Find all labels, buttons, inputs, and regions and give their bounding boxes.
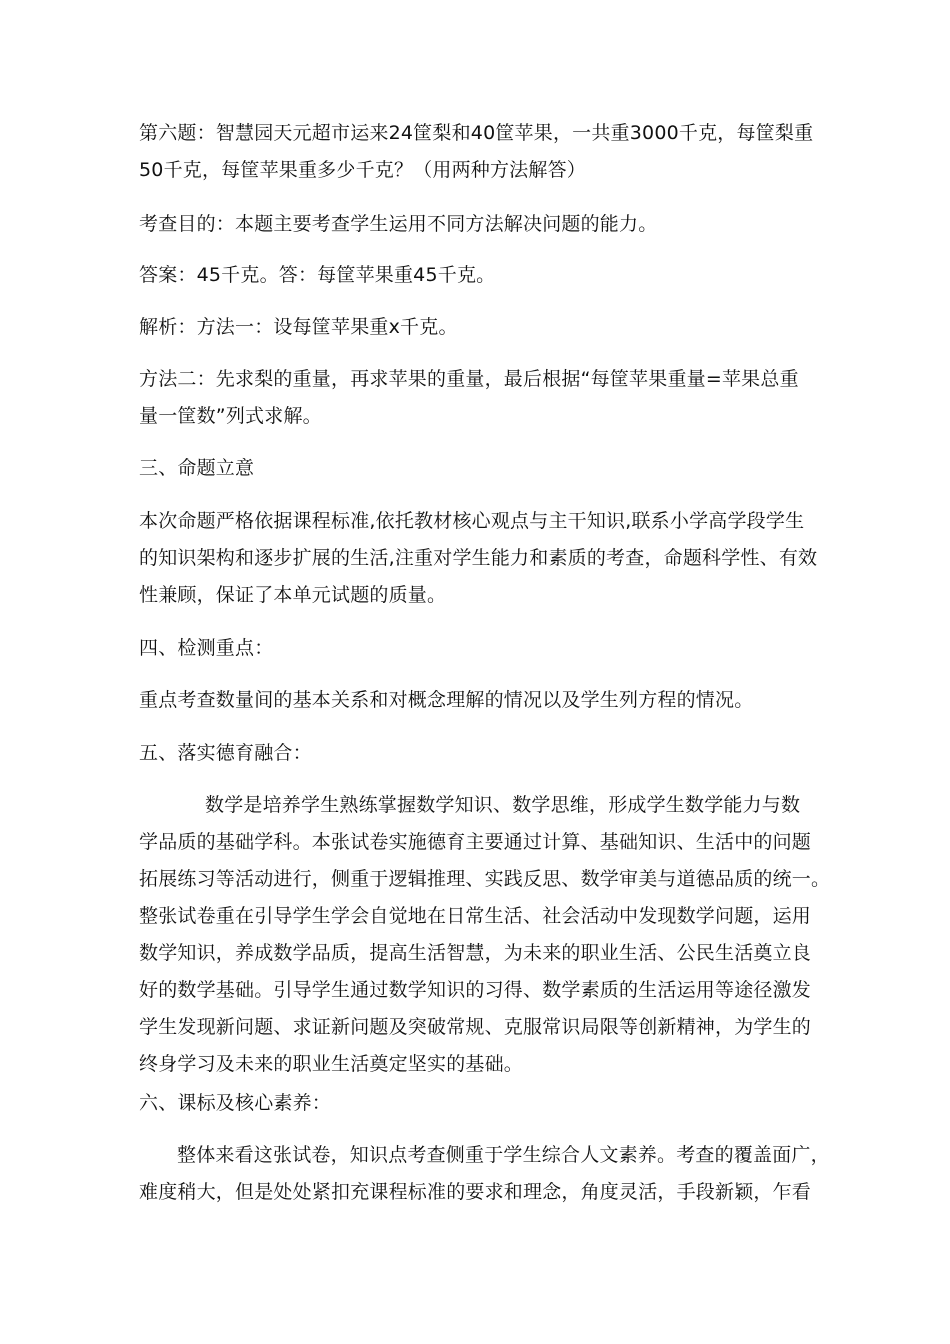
section-3-line: 本次命题严格依据课程标准,依托教材核心观点与主干知识,联系小学高学段学生 bbox=[139, 510, 805, 532]
q6-method2-line-1: 方法二：先求梨的重量，再求苹果的重量，最后根据“每筐苹果重量=苹果总重 bbox=[139, 368, 799, 390]
section-5-line: 数学是培养学生熟练掌握数学知识、数学思维，形成学生数学能力与数 bbox=[205, 794, 801, 816]
q6-method2-line-2: 量一筐数”列式求解。 bbox=[139, 405, 322, 427]
section-5-line: 学生发现新问题、求证新问题及突破常规、克服常识局限等创新精神，为学生的 bbox=[139, 1016, 812, 1038]
section-6-heading: 六、课标及核心素养： bbox=[139, 1092, 332, 1114]
section-5-line: 好的数学基础。引导学生通过数学知识的习得、数学素质的生活运用等途径激发 bbox=[139, 979, 812, 1001]
q6-line-1: 第六题：智慧园天元超市运来24筐梨和40筐苹果，一共重3000千克，每筐梨重 bbox=[139, 122, 814, 144]
section-3-line: 的知识架构和逐步扩展的生活,注重对学生能力和素质的考查，命题科学性、有效 bbox=[139, 547, 818, 569]
section-5-line: 学品质的基础学科。本张试卷实施德育主要通过计算、基础知识、生活中的问题 bbox=[139, 831, 812, 853]
section-5-heading: 五、落实德育融合： bbox=[139, 742, 312, 764]
section-6-line: 整体来看这张试卷，知识点考查侧重于学生综合人文素养。考查的覆盖面广， bbox=[177, 1144, 830, 1166]
section-4-heading: 四、检测重点： bbox=[139, 637, 274, 659]
section-3-line: 性兼顾，保证了本单元试题的质量。 bbox=[139, 584, 447, 606]
section-6-line: 难度稍大，但是处处紧扣充课程标准的要求和理念，角度灵活，手段新颖，乍看 bbox=[139, 1181, 812, 1203]
section-5-line: 终身学习及未来的职业生活奠定坚实的基础。 bbox=[139, 1053, 524, 1075]
q6-purpose: 考查目的：本题主要考查学生运用不同方法解决问题的能力。 bbox=[139, 213, 658, 235]
section-4-text: 重点考查数量间的基本关系和对概念理解的情况以及学生列方程的情况。 bbox=[139, 689, 754, 711]
section-5-line: 数学知识，养成数学品质，提高生活智慧，为未来的职业生活、公民生活奠立良 bbox=[139, 942, 812, 964]
q6-line-2: 50千克，每筐苹果重多少千克？（用两种方法解答） bbox=[139, 159, 586, 181]
section-5-line: 整张试卷重在引导学生学会自觉地在日常生活、社会活动中发现数学问题，运用 bbox=[139, 905, 812, 927]
q6-analysis: 解析：方法一：设每筐苹果重x千克。 bbox=[139, 316, 458, 338]
section-5-line: 拓展练习等活动进行，侧重于逻辑推理、实践反思、数学审美与道德品质的统一。 bbox=[139, 868, 831, 890]
q6-answer: 答案：45千克。答：每筐苹果重45千克。 bbox=[139, 264, 496, 286]
section-3-heading: 三、命题立意 bbox=[139, 457, 255, 479]
